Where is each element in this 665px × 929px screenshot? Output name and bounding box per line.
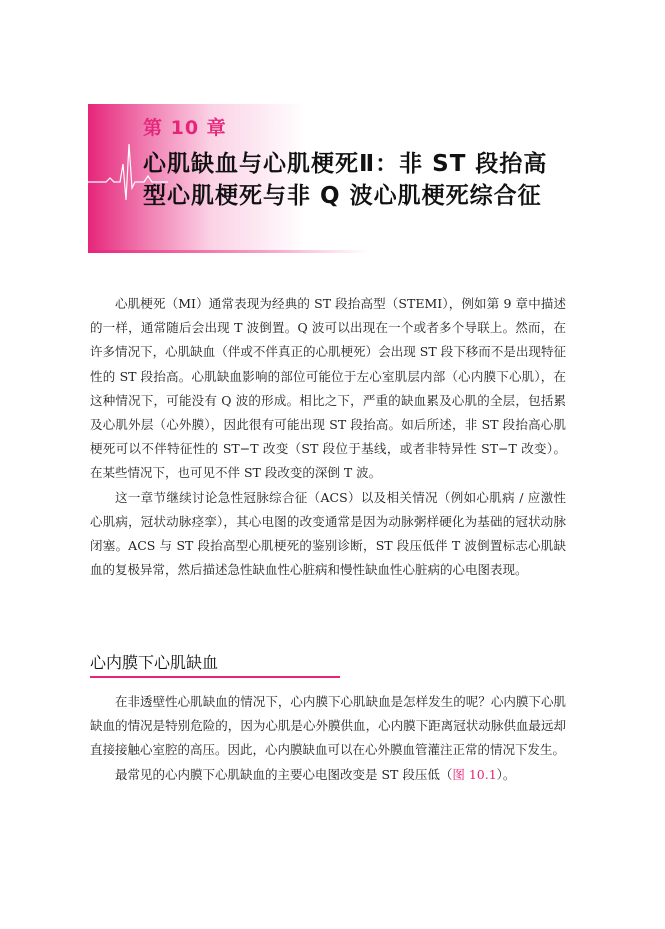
section-heading: 心内膜下心肌缺血 [90,650,340,678]
section-paragraph-2-start: 最常见的心内膜下心肌缺血的主要心电图改变是 ST 段压低（ [115,766,453,782]
figure-link[interactable]: 图 10.1 [452,766,497,782]
chapter-number: 第 10 章 [143,117,227,139]
section-paragraph-2-end: ）。 [496,766,516,782]
intro-text [90,292,566,582]
intro-paragraph-1: 心肌梗死（MI）通常表现为经典的 ST 段抬高型（STEMI），例如第 9 章中描述的一样，通常随后会出现 T 波倒置。Q 波可以出现在一个或者多个导联上。然而，在许多情况下，心肌缺血（伴或不伴真正的心肌梗死）会出现 ST 段下移而不是出现特征性的 ST 段抬高。心肌缺血影响的部位可能位于左心室肌层内部（心内膜下心肌），在这种情况下，可能没有 Q 波的形成。相比之下，严重的缺血累及心肌的全层，包括累及心肌外层（心外膜），因此很有可能出现 ST 段抬高。如后所述，非 ST 段抬高心肌梗死可以不伴特征性的 ST−T 改变（ST 段位于基线，或者非特异性 ST−T 改变）。在某些情况下，也可见不伴 ST 段改变的深倒 T 波。 [90,296,566,481]
section-text [90,690,566,787]
chapter-underline [88,250,368,253]
intro-paragraph-2: 这一章节继续讨论急性冠脉综合征（ACS）以及相关情况（例如心肌病 / 应激性心肌病，冠状动脉痉挛），其心电图的改变通常是因为动脉粥样硬化为基础的冠状动脉闭塞。ACS 与 ST 段抬高型心肌梗死的鉴别诊断，ST 段压低伴 T 波倒置标志心肌缺血的复极异常，然后描述急性缺血性心脏病和慢性缺血性心脏病的心电图表现。 [90,489,566,578]
section-paragraph-2 [90,763,566,787]
section-paragraph-1: 在非透壁性心肌缺血的情况下，心内膜下心肌缺血是怎样发生的呢？心内膜下心肌缺血的情况是特别危险的，因为心肌是心外膜供血，心内膜下距离冠状动脉供血最远却直接接触心室腔的高压。因此，心内膜缺血可以在心外膜血管灌注正常的情况下发生。 [90,694,566,758]
chapter-title: 心肌缺血与心肌梗死Ⅱ：非 ST 段抬高型心肌梗死与非 Q 波心肌梗死综合征 [143,151,548,209]
